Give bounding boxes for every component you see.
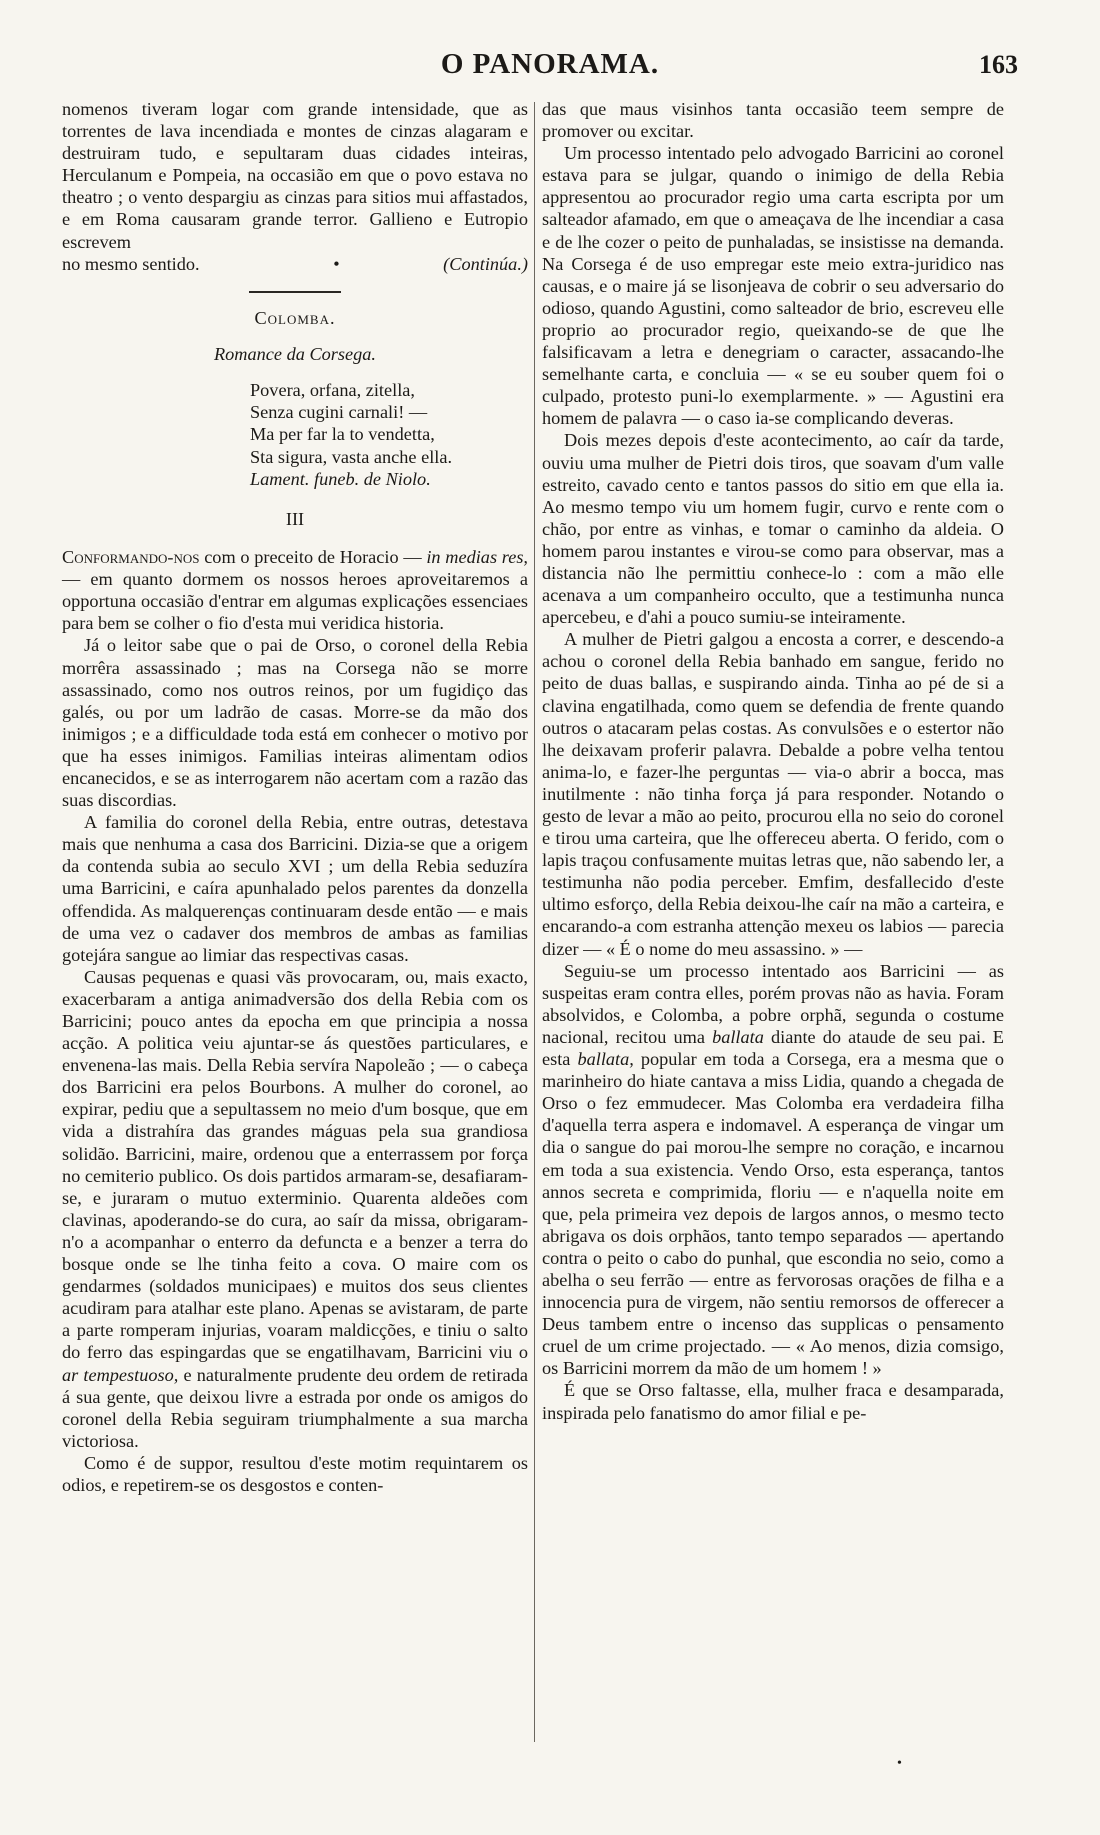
story-title: Colomba. xyxy=(254,307,336,328)
paragraph-text: popular em toda a Corsega, era a mesma que o marinheiro do hiate cantava a miss Lidia, quando a chegada de Orso o fez emmudecer. Mas Colomba era verdadeira filha d'aquella terra aspera e indomavel. A esperança de vingar um dia o sangue do pai morou-lhe sempre no coração, e incarnou em toda a sua existencia. Vendo Orso, esta esperança, tantos annos secreta e comprimida, floriu — e n'aquella noite em que, pela primeira vez depois de largos annos, o mesmo tecto abrigava os dois orphãos, tanto tempo separados — apertando contra o peito o cabo do punhal, que escondia no seio, como a abelha o seu ferrão — entre as fervorosas orações de filha e a innocencia pura de virgem, não sentiu remorsos de offerecer a Deus tambem entre o incenso das supplicas o pensamento cruel de um crime projectado. — « Ao menos, dizia comsigo, os Barricini morrem da mão de um homem ! » xyxy=(542,1049,1005,1379)
running-head xyxy=(0,48,1100,88)
story-subtitle: Romance da Corsega. xyxy=(214,343,376,364)
journal-title: O PANORAMA. xyxy=(440,48,660,80)
continua-lead: no mesmo sentido. xyxy=(62,253,200,274)
epigraph-line: Povera, orfana, zitella, xyxy=(250,379,415,400)
left-column xyxy=(62,98,528,1496)
paragraph: Um processo intentado pelo advogado Barricini ao coronel estava para se julgar, quando o inimigo de della Rebia appresentou ao procurador regio uma carta escripta por um salteador afamado, em que o ameaçava de lhe incendiar a casa e de lhe cozer o peito de punhaladas, se insistisse na demanda. Na Corsega é de uso empregar este meio extra-juridico nas causas, e o maire já se lisonjeava de cobrir o seu adversario do odioso, quando Agustini, como salteador de brio, escreveu elle proprio ao procurador regio, queixando-se de que lhe falsificavam a letra e denegriam o caracter, assacando-lhe semelhante carta, e concluia — « se eu souber quem foi o culpado, protesto puni-lo exemplarmente. » — Agustini era homem de palavra — o caso ia-se complicando deveras. xyxy=(542,143,1004,429)
epigraph-source: Lament. funeb. de Niolo. xyxy=(250,468,431,489)
latin-phrase: in medias res, xyxy=(426,547,529,568)
paragraph: É que se Orso faltasse, ella, mulher fraca e desamparada, inspirada pelo fanatismo do amor filial e pe- xyxy=(542,1380,1004,1423)
column-divider xyxy=(534,102,535,1742)
continua-line xyxy=(62,253,528,275)
continued-paragraph: nomenos tiveram logar com grande intensidade, que as torrentes de lava incendiada e montes de cinzas alagaram e destruiram tudo, e sepultaram duas cidades inteiras, Herculanum e Pompeia, na occasião em que o povo estava no theatro ; o vento despargiu as cinzas para sitios mui affastados, e em Roma causaram grande terror. Gallieno e Eutropio escrevem xyxy=(62,99,528,252)
paragraph: das que maus visinhos tanta occasião teem sempre de promover ou excitar. xyxy=(542,99,1004,142)
paragraph-text: — em quanto dormem os nossos heroes aproveitaremos a opportuna occasião d'entrar em algumas explicações essenciaes para bem se colher o fio d'esta mui veridica historia. xyxy=(62,569,528,634)
paragraph: A familia do coronel della Rebia, entre outras, detestava mais que nenhuma a casa dos Barricini. Dizia-se que a origem da contenda subia ao seculo XVI ; um della Rebia seduzíra uma Barricini, e caíra apunhalado pelos parentes da donzella offendida. As malquerenças continuaram desde então — e mais de uma vez o cadaver dos membros de ambas as familias gotejára sangue ao limiar das respectivas casas. xyxy=(62,812,528,965)
footer-ornament: • xyxy=(897,1756,902,1771)
epigraph-line: Sta sigura, vasta anche ella. xyxy=(250,446,453,467)
paragraph-text: e naturalmente prudente deu ordem de retirada á sua gente, que deixou livre a estrada por onde os amigos do coronel della Rebia seguiram triumphalmente a sua marcha victoriosa. xyxy=(62,1364,528,1451)
paragraph xyxy=(62,966,528,1452)
paragraph: Dois mezes depois d'este acontecimento, ao caír da tarde, ouviu uma mulher de Pietri dois tiros, que soavam d'um valle estreito, cavado cento e tantos passos do sitio em que ella ia. Ao mesmo tempo viu um homem fugir, curvo e rente com o chão, por entre as vinhas, e tomar o caminho da aldeia. O homem parou instantes e virou-se como para observar, mas a distancia não lhe permittiu conhece-lo : com a mão elle acenava a um companheiro occulto, que a testimunha nunca apercebeu, e d'ahi a pouco sumiu-se inteiramente. xyxy=(542,430,1004,628)
paragraph-text: com o preceito de Horacio — xyxy=(204,547,422,568)
epigraph-line: Senza cugini carnali! — xyxy=(250,402,428,423)
continua-dot: • xyxy=(333,253,340,274)
chapter-number: III xyxy=(285,508,305,529)
epigraph-line: Ma per far la to vendetta, xyxy=(250,424,435,445)
paragraph-text: diante do ataude de seu pai. E esta xyxy=(542,1026,1004,1070)
italic-word: ballata, xyxy=(577,1049,634,1070)
paragraph: Já o leitor sabe que o pai de Orso, o coronel della Rebia morrêra assassinado ; mas na Corsega não se morre assassinado, como nos outros reinos, por um fugidiço das galés, ou por um ladrão de casas. Morre-se da mão dos inimigos ; e a difficuldade toda está em conhecer o motivo por que ha esses inimigos. Familias inteiras alimentam odios encanecidos, e se as interrogarem não acertam com a razão das suas discordias. xyxy=(62,635,528,811)
paragraph: Como é de suppor, resultou d'este motim requintarem os odios, e repetirem-se os desgostos e conten- xyxy=(62,1452,528,1495)
paragraph xyxy=(542,960,1004,1380)
epigraph xyxy=(250,379,528,490)
italic-word: ballata xyxy=(712,1026,764,1047)
lead-in-words: Conformando-nos xyxy=(62,547,200,568)
right-column xyxy=(542,98,1004,1424)
section-rule xyxy=(249,291,341,293)
paragraph-text: Causas pequenas e quasi vãs provocaram, ou, mais exacto, exacerbaram a antiga animadversão dos della Rebia com os Barricini; pouco antes da epocha em que principia a nossa acção. A politica veiu ajuntar-se ás questões particulares, e envenena-las mais. Della Rebia servíra Napoleão ; — o cabeça dos Barricini era pelos Bourbons. A mulher do coronel, ao expirar, pediu que a sepultassem no meio d'um bosque, que em vida a distrahíra das grandes máguas pela sua grandiosa solidão. Barricini, maire, ordenou que a enterrassem por força no cemiterio publico. Os dois partidos armaram-se, desafiaram-se, e juraram o mutuo exterminio. Quarenta aldeões com clavinas, apoderando-se do cura, ao saír da missa, obrigaram-n'o a acompanhar o enterro da defuncta e a benzer a terra do bosque onde se lhe tinha feito a cova. O maire com os gendarmes (soldados municipaes) e muitos dos seus clientes acudiram para atalhar este plano. Apenas se avistaram, de parte a parte romperam injurias, voaram maldicções, e tiniu o salto do ferro das espingardas que se engatilhavam, Barricini viu o xyxy=(62,966,528,1363)
page-number: 163 xyxy=(979,50,1018,79)
continua-note: (Continúa.) xyxy=(443,253,528,274)
paragraph xyxy=(62,546,528,634)
italic-phrase: ar tempestuoso, xyxy=(62,1364,179,1385)
paragraph: A mulher de Pietri galgou a encosta a correr, e descendo-a achou o coronel della Rebia banhado em sangue, ferido no peito de duas ballas, e suspirando ainda. Tinha ao pé de si a clavina engatilhada, como quem se defendia de frente quando outros o atacaram pelas costas. As convulsões e o estertor não lhe deixavam proferir palavra. Debalde a pobre velha tentou anima-lo, e fazer-lhe perguntas — via-o abrir a bocca, mas inutilmente : não tinha força já para responder. Notando o gesto de levar a mão ao peito, procurou ella no seio do coronel e tirou uma carteira, que lhe offereceu aberta. O ferido, com o lapis traçou confusamente muitas letras que, não sabendo ler, a testimunha não podia perceber. Emfim, desfallecido d'este ultimo esforço, della Rebia deixou-lhe caír na mão a carteira, e encarando-a com estranha attenção mexeu os labios — parecia dizer — « É o nome do meu assassino. » — xyxy=(542,629,1004,959)
paragraph-text: Seguiu-se um processo intentado aos Barricini — as suspeitas eram contra elles, porém provas não as havia. Foram absolvidos, e Colomba, a pobre orphã, segunda o costume nacional, recitou uma xyxy=(542,960,1004,1047)
